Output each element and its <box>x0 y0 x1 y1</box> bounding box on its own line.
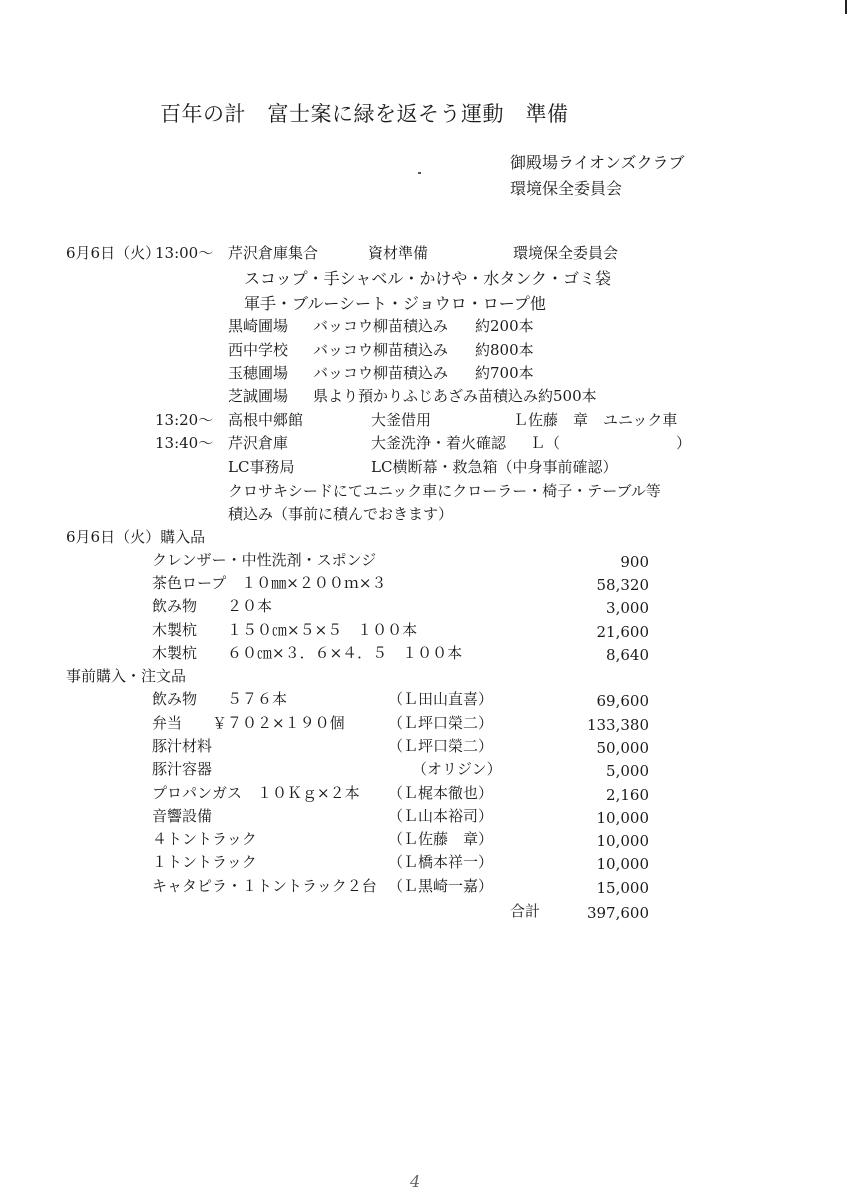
preorder-item-person: （Ｌ橋本祥一） <box>388 853 494 871</box>
purchase-item-name: 木製杭 ６０㎝×３．６×４．５ １００本 <box>152 644 463 662</box>
preorder-item-name: 弁当 ￥７０２×１９０個 <box>152 714 345 732</box>
preorder-item-person: （Ｌ坪口榮二） <box>388 737 494 755</box>
preorder-item-name: 豚汁容器 <box>152 760 213 778</box>
purchase-item-name: クレンザー・中性洗剤・スポンジ <box>152 551 377 569</box>
preorder-item-person: （Ｌ梶本徹也） <box>388 784 494 802</box>
page-edge-mark <box>845 0 847 14</box>
preorder-item-person: （Ｌ佐藤 章） <box>388 830 494 848</box>
preorder-item-name: 音響設備 <box>152 807 213 825</box>
schedule-time-1320: 13:20～ <box>155 411 214 429</box>
purchase-item-name: 飲み物 ２０本 <box>152 597 273 615</box>
schedule-who: Ｌ佐藤 章 ユニック車 <box>513 411 678 429</box>
schedule-place: LC事務局 <box>228 458 295 476</box>
total-label: 合計 <box>510 902 541 920</box>
schedule-task: LC横断幕・救急箱（中身事前確認） <box>371 458 618 476</box>
nursery-place: 玉穂圃場 <box>228 364 289 382</box>
document-title: 百年の計 富士案に緑を返そう運動 準備 <box>160 102 569 126</box>
schedule-note: クロサキシードにてユニック車にクローラー・椅子・テーブル等 <box>228 482 661 500</box>
committee-name: 環境保全委員会 <box>510 179 623 198</box>
nursery-place: 黒崎圃場 <box>228 317 289 335</box>
preorder-item-person: （Ｌ山本裕司） <box>388 807 494 825</box>
nursery-place: 芝誠圃場 <box>228 387 289 405</box>
preorder-item-name: ４トントラック <box>152 830 257 848</box>
preorder-item-name: １トントラック <box>152 853 257 871</box>
preorder-item-person: （Ｌ田山直喜） <box>388 690 494 708</box>
club-name: 御殿場ライオンズクラブ <box>510 153 685 172</box>
purchase-item-name: 茶色ロープ １０㎜×２００ｍ×３ <box>152 574 387 592</box>
purchase-item-name: 木製杭 １５０㎝×５×５ １００本 <box>152 621 418 639</box>
schedule-note: 積込み（事前に積んでおきます） <box>228 505 454 523</box>
equipment-list-line: 軍手・ブルーシート・ジョウロ・ロープ他 <box>244 294 546 313</box>
preorder-item-person: （Ｌ坪口榮二） <box>388 714 494 732</box>
preorder-item-person: （オリジン） <box>412 760 502 778</box>
purchase-item-amount: 58,320 <box>596 576 649 594</box>
preorder-item-name: プロパンガス １０Ｋｇ×２本 <box>152 784 360 802</box>
preorder-item-name: 豚汁材料 <box>152 737 213 755</box>
schedule-place: 芹沢倉庫集合 <box>228 244 319 262</box>
preorder-item-name: キャタピラ・１トントラック２台 <box>152 877 377 895</box>
preorder-heading: 事前購入・注文品 <box>66 667 187 685</box>
preorder-item-amount: 133,380 <box>586 716 649 734</box>
schedule-who-close: ） <box>676 434 692 452</box>
purchase-item-amount: 21,600 <box>596 623 649 641</box>
nursery-place: 西中学校 <box>228 341 289 359</box>
purchase-item-amount: 8,640 <box>606 646 649 664</box>
schedule-date: 6月6日（火） <box>66 244 161 262</box>
equipment-list-line: スコップ・手シャベル・かけや・水タンク・ゴミ袋 <box>244 269 612 288</box>
preorder-item-amount: 50,000 <box>596 739 649 757</box>
preorder-item-amount: 15,000 <box>596 879 649 897</box>
purchase-item-amount: 900 <box>620 553 649 571</box>
preorder-item-person: （Ｌ黒崎一嘉） <box>388 877 494 895</box>
page-number: 4 <box>410 1172 421 1191</box>
schedule-task: 大釜借用 <box>371 411 432 429</box>
schedule-who: 環境保全委員会 <box>513 244 619 262</box>
schedule-time-1300: 13:00～ <box>155 244 214 262</box>
preorder-item-amount: 10,000 <box>596 855 649 873</box>
scan-speck <box>418 172 421 174</box>
preorder-item-amount: 2,160 <box>606 786 649 804</box>
schedule-place: 芹沢倉庫 <box>228 434 289 452</box>
schedule-task: 大釜洗浄・着火確認 <box>371 434 507 452</box>
preorder-item-amount: 5,000 <box>606 762 649 780</box>
purchase-heading: 6月6日（火）購入品 <box>66 528 206 546</box>
schedule-time-1340: 13:40～ <box>155 434 214 452</box>
preorder-item-amount: 10,000 <box>596 832 649 850</box>
nursery-task: バッコウ柳苗積込み <box>313 364 449 382</box>
nursery-qty: 約800本 <box>475 341 534 359</box>
nursery-task: 県より預かりふじあざみ苗積込み約500本 <box>313 387 597 405</box>
preorder-item-amount: 10,000 <box>596 809 649 827</box>
purchase-item-amount: 3,000 <box>606 599 649 617</box>
nursery-task: バッコウ柳苗積込み <box>313 341 449 359</box>
nursery-qty: 約700本 <box>475 364 534 382</box>
preorder-item-name: 飲み物 ５７６本 <box>152 690 288 708</box>
preorder-item-amount: 69,600 <box>596 692 649 710</box>
nursery-task: バッコウ柳苗積込み <box>313 317 449 335</box>
schedule-place: 高根中郷館 <box>228 411 304 429</box>
nursery-qty: 約200本 <box>475 317 534 335</box>
schedule-task: 資材準備 <box>368 244 429 262</box>
total-amount: 397,600 <box>586 904 649 922</box>
schedule-who-open: Ｌ（ <box>530 434 561 452</box>
